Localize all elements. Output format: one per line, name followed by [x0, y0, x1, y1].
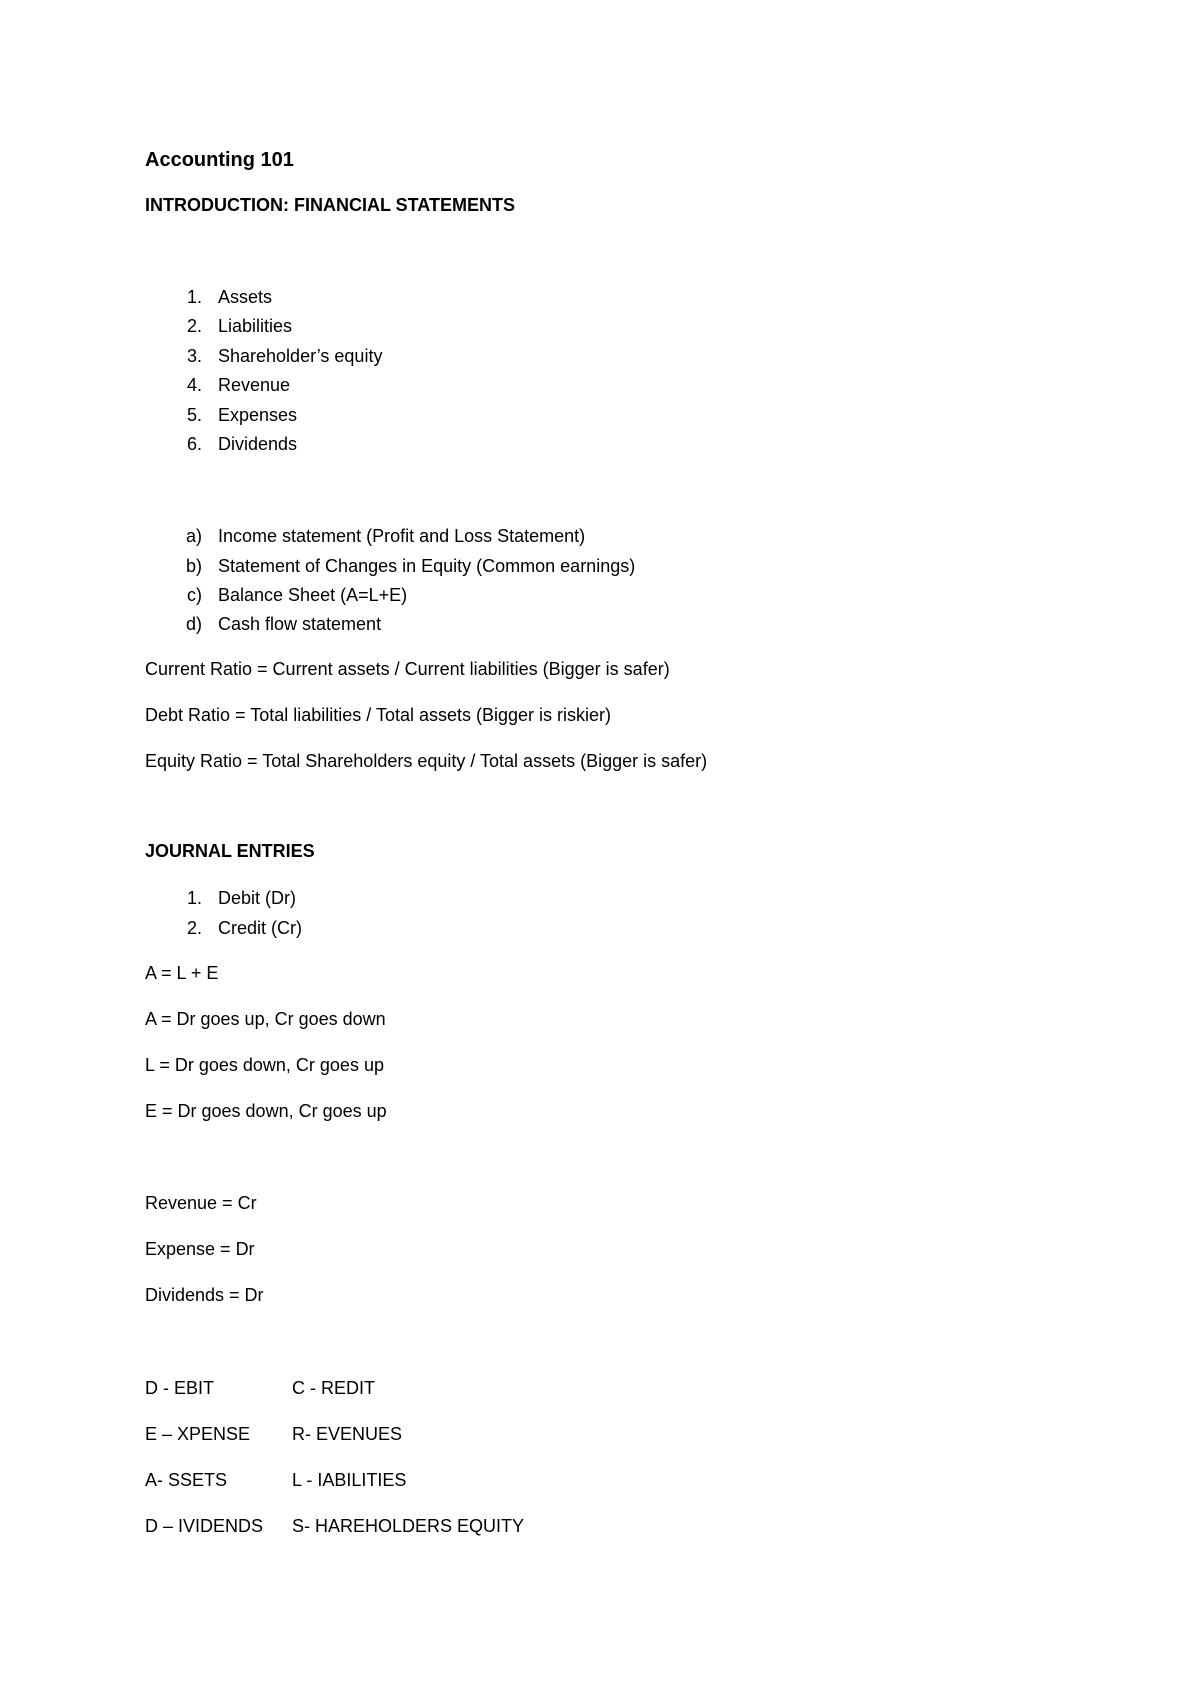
mnemonic-left: D – IVIDENDS: [145, 1516, 264, 1536]
page-title: Accounting 101: [145, 149, 294, 171]
section-heading-journal-entries: JOURNAL ENTRIES: [145, 841, 315, 861]
equity-ratio-text: Equity Ratio = Total Shareholders equity / Total assets (Bigger is safer): [145, 751, 708, 771]
rule-line: A = Dr goes up, Cr goes down: [145, 1009, 386, 1029]
mnemonic-left: A- SSETS: [145, 1470, 228, 1490]
rule-line: E = Dr goes down, Cr goes up: [145, 1101, 387, 1121]
account-line: Revenue = Cr: [145, 1193, 257, 1213]
mnemonic-right: R- EVENUES: [292, 1424, 403, 1444]
mnemonic-left: E – XPENSE: [145, 1424, 251, 1444]
accounting-equation: A = L + E: [145, 963, 219, 983]
debt-ratio-text: Debt Ratio = Total liabilities / Total assets (Bigger is riskier): [145, 705, 612, 725]
mnemonic-right: C - REDIT: [292, 1378, 375, 1398]
mnemonic-right: S- HAREHOLDERS EQUITY: [292, 1516, 525, 1536]
account-line: Expense = Dr: [145, 1239, 255, 1259]
section-heading-financial-statements: INTRODUCTION: FINANCIAL STATEMENTS: [145, 195, 515, 215]
mnemonic-left: D - EBIT: [145, 1378, 215, 1398]
account-line: Dividends = Dr: [145, 1285, 264, 1305]
mnemonic-right: L - IABILITIES: [292, 1470, 407, 1490]
current-ratio-text: Current Ratio = Current assets / Current liabilities (Bigger is safer): [145, 659, 670, 679]
rule-line: L = Dr goes down, Cr goes up: [145, 1055, 384, 1075]
document-page: Accounting 101 INTRODUCTION: FINANCIAL STATEMENTS 1. Assets 2. Liabilities 3. Shareholder’s equity 4. Revenue 5. Expenses 6. Dividends a) Income statement (Profit and Loss Statement) b) Statement of Changes in Equity (Common earnings) c) Balance Sheet (A=L+E) d) Cash flow statement Current Ratio = Current assets / Current liabilities (Bigger is safer) Debt Ratio = Total liabilities / Total assets (Bigger is riskier) Equity Ratio = Total Shareholders equity / Total assets (Bigger is safer) JOURNAL ENTRIES 1. Debit (Dr) 2. Credit (Cr) A = L + E A = Dr goes up, Cr goes down L = Dr goes down, Cr goes up E = Dr goes down, Cr goes up Revenue = Cr Expense = Dr Dividends = Dr D - EBIT C - REDIT E – XPENSE R- EVENUES A- SSETS L - IABILITIES D – IVIDENDS S- HAREHOLDERS EQUITY: [0, 0, 1200, 1696]
